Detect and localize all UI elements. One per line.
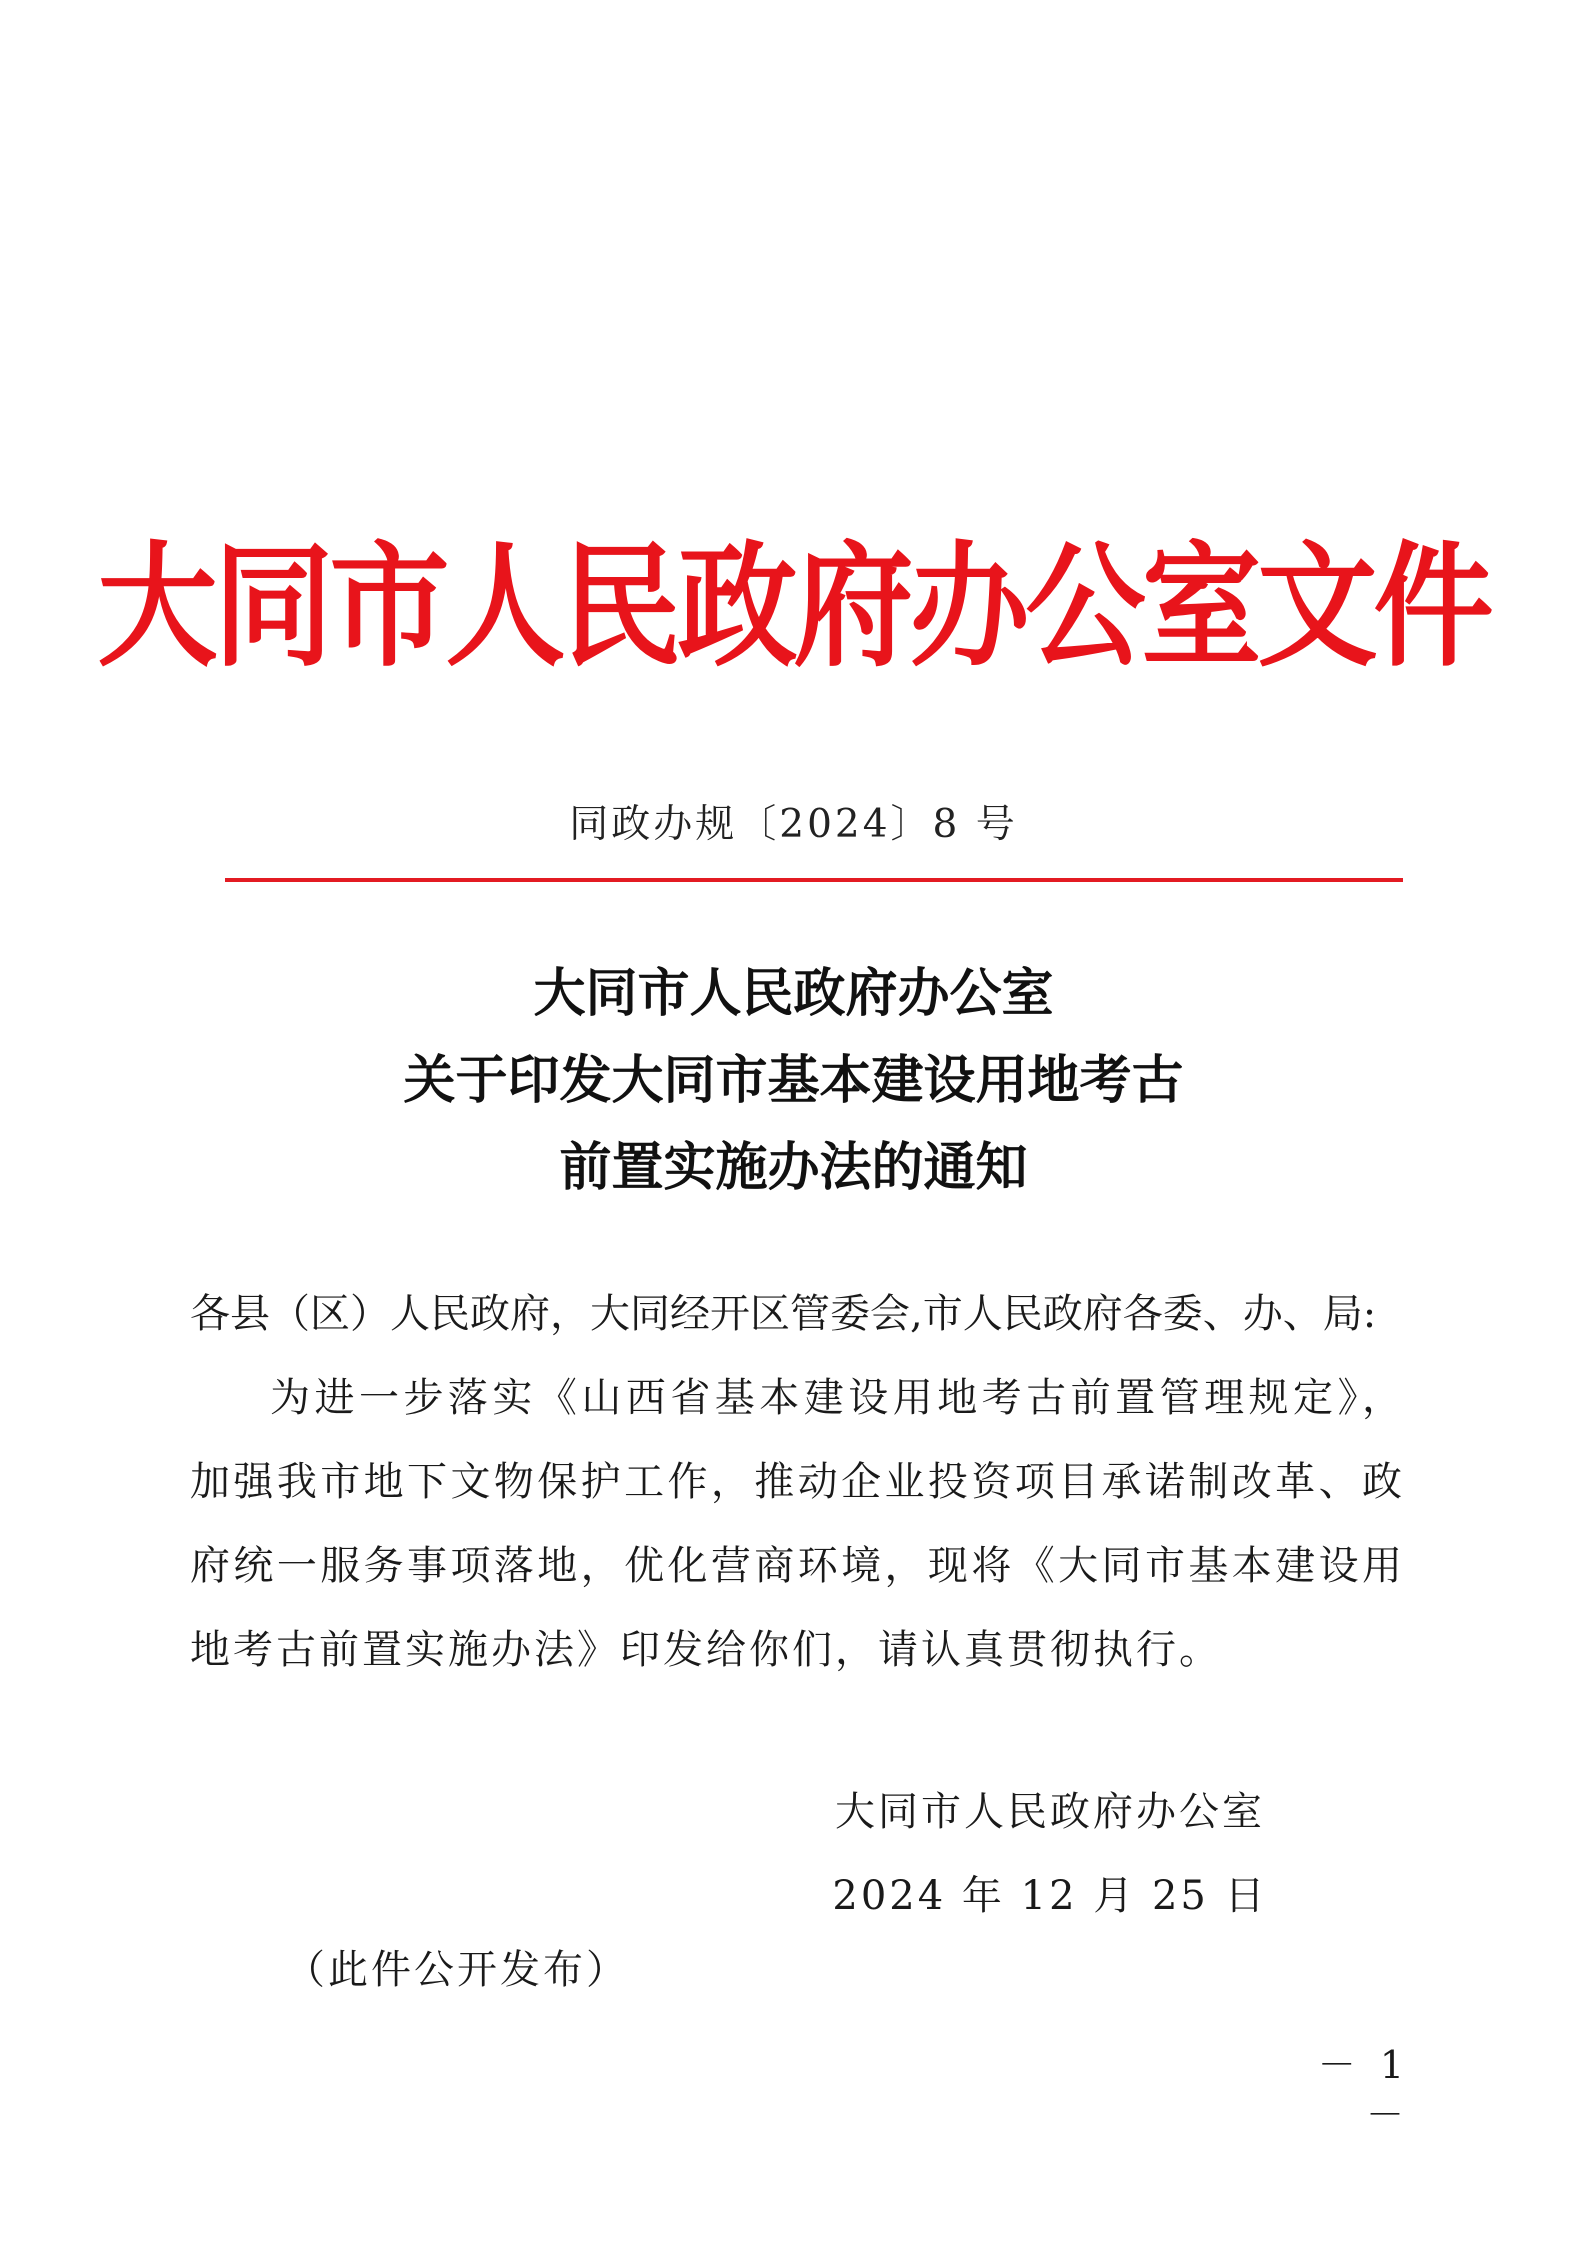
disclosure-note: （此件公开发布） [285, 1947, 629, 1993]
body-paragraph: 为进一步落实《山西省基本建设用地考古前置管理规定》，加强我市地下文物保护工作，推动企业投资项目承诺制改革、政府统一服务事项落地，优化营商环境，现将《大同市基本建设用地考古前置实施办法》印发给你们，请认真贯彻执行。 [190, 1375, 1405, 1673]
red-divider-line [225, 878, 1403, 882]
document-masthead: 大同市人民政府办公室文件 [97, 530, 1490, 686]
document-title [0, 950, 1587, 1211]
document-body [190, 1272, 1405, 1692]
salutation: 各县（区）人民政府，大同经开区管委会,市人民政府各委、办、局: [190, 1291, 1377, 1337]
signature-block [820, 1770, 1280, 1938]
title-line-2: 关于印发大同市基本建设用地考古 [403, 1050, 1184, 1111]
issue-date: 2024 年 12 月 25 日 [832, 1873, 1268, 1919]
issuer-name: 大同市人民政府办公室 [835, 1789, 1265, 1835]
document-number: 同政办规〔2024〕8 号 [569, 802, 1018, 847]
title-line-3: 前置实施办法的通知 [559, 1137, 1028, 1198]
page-number: － 1 － [1317, 2043, 1410, 2137]
title-line-1: 大同市人民政府办公室 [533, 963, 1054, 1024]
